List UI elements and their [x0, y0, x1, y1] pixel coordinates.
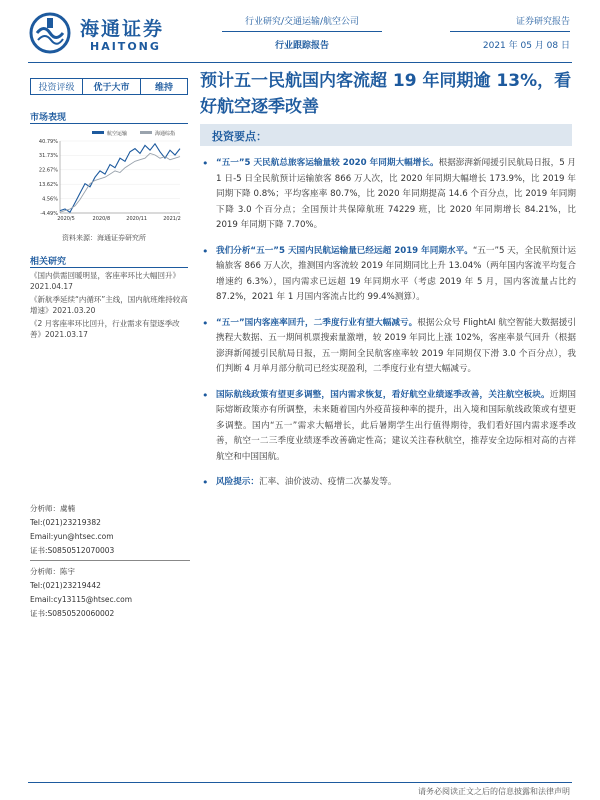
report-type: 行业跟踪报告 [274, 41, 329, 51]
x-tick-label: 2020/8 [92, 216, 111, 222]
key-point-lead: 我们分析“五一”5 天国内民航运输量已经远超 2019 年同期水平。 [216, 245, 473, 256]
analyst-divider [30, 560, 190, 561]
footer-divider [28, 782, 572, 783]
key-point-lead: 风险提示： [216, 477, 259, 487]
market-performance-chart [30, 127, 188, 227]
rating-value: 优于大市 [83, 79, 141, 94]
analyst-email[interactable]: Email:cy13115@htsec.com [30, 595, 132, 604]
analyst-cert: 证书:S0850512070003 [30, 546, 115, 555]
brand-name-en: HAITONG [90, 40, 161, 53]
series-line-index [60, 153, 180, 212]
key-point-body: “五一”5 天，全民航预计运输旅客 866 万人次，推测国内客流较 2019 年同期同比上升 13.04%（两年国内客流平均复合增速约 6.3%），国内需求已远超 19 年同期水平（考虑 2019 年 5 月，国内客流量占比约 87.2%，2021 年 1 月国内客流占比约 99.4%测算）。 [216, 245, 577, 302]
brand-name-cn: 海通证券 [80, 18, 165, 40]
analyst-tel: Tel:(021)23219382 [30, 518, 101, 527]
key-points [200, 156, 576, 501]
haitong-logo-icon [28, 12, 72, 54]
related-item[interactable]: 《2 月客座率环比回升，行业需求有望逐季改善》2021.03.17 [30, 319, 180, 339]
legend-swatch [92, 131, 104, 134]
report-title: 预计五一民航国内客流超 19 年同期逾 13%，看好航空逐季改善 [200, 71, 572, 117]
analyst-contacts [30, 502, 190, 621]
y-tick-label: 22.67% [38, 167, 58, 174]
market-section-title: 市场表现 [30, 113, 67, 123]
key-point [200, 388, 576, 466]
header-right [450, 14, 570, 51]
report-category: 行业研究/交通运输/航空公司 [222, 14, 382, 32]
key-point [200, 316, 576, 378]
key-point [200, 156, 576, 234]
key-point-lead: 国际航线政策有望更多调整，国内需求恢复，看好航空业绩逐季改善，关注航空板块。 [216, 389, 550, 400]
legend-label: 航空运输 [107, 131, 128, 137]
chart-source: 资料来源：海通证券研究所 [62, 234, 146, 242]
key-point-body: 根据公众号 FlightAI 航空智能大数据援引携程大数据、五一期间机票搜索量激增，较 2019 年同比上涨 102%，客座率景气回升（根据澎湃新闻援引民航局日报，五一期间全民航客座率较 2019 年同期仅下滑 3.0 个百分点），我们判断 4 月单月部分航司已经实现盈利，二季度行业有望大幅减亏。 [216, 317, 576, 374]
key-point-body: 近期国际熔断政策亦有所调整，未来随着国内外疫苗接种率的提升，出入境和国际航线政策或有望更多调整。国内“五一”需求大幅增长，此后暑期学生出行值得期待，我们看好国内需求逐季改善，航空一二三季度业绩逐季改善确定性高；建议关注春秋航空，推荐安全边际相对高的吉祥航空和中国国航。 [216, 389, 576, 462]
y-tick-label: 4.56% [42, 196, 58, 203]
summary-header-bar [200, 124, 572, 146]
rating-action: 维持 [154, 83, 173, 93]
related-item[interactable]: 《国内供需回暖明显，客座率环比大幅回升》2021.04.17 [30, 271, 180, 291]
x-tick-label: 2020/11 [126, 216, 148, 222]
analyst-name: 分析师：虞楠 [30, 504, 75, 513]
y-tick-label: 13.62% [38, 182, 58, 188]
key-point-lead: “五一”5 天民航总旅客运输量较 2020 年同期大幅增长。 [216, 158, 439, 168]
key-point [200, 244, 576, 306]
document-brand: 证券研究报告 [450, 14, 570, 32]
legend-label: 海通综指 [155, 131, 176, 137]
analyst-cert: 证书:S0850520060002 [30, 609, 115, 618]
analyst-name: 分析师：陈宇 [30, 567, 75, 576]
x-tick-label: 2020/5 [57, 216, 75, 222]
page-header [0, 0, 600, 62]
disclaimer-footer: 请务必阅读正文之后的信息披露和法律声明 [418, 787, 570, 796]
analyst-tel: Tel:(021)23219442 [30, 581, 101, 590]
investment-rating [30, 78, 188, 95]
y-tick-label: 31.73% [38, 153, 58, 160]
key-point-body: 汇率、油价波动、疫情二次暴发等。 [258, 477, 397, 487]
header-center [222, 14, 382, 51]
x-tick-label: 2021/2 [163, 216, 181, 222]
related-item[interactable]: 《新航季延续“内循环”主线，国内航班维持较高增速》2021.03.20 [30, 295, 188, 315]
header-divider [28, 62, 572, 63]
analyst-email[interactable]: Email:yun@htsec.com [30, 532, 114, 541]
related-divider [30, 267, 188, 268]
related-research-title: 相关研究 [30, 257, 67, 267]
summary-label: 投资要点： [212, 130, 267, 143]
y-tick-label: 40.79% [38, 138, 58, 145]
legend-swatch [140, 131, 152, 134]
key-point [200, 475, 576, 491]
related-research-list [30, 270, 190, 342]
y-tick-label: -4.49% [40, 210, 58, 217]
market-divider [30, 123, 188, 124]
key-point-lead: “五一”国内客座率回升，二季度行业有望大幅减亏。 [216, 317, 418, 328]
report-date: 2021 年 05 月 08 日 [482, 41, 570, 51]
rating-label: 投资评级 [31, 79, 83, 94]
company-logo [28, 12, 198, 54]
key-point-body: 根据澎湃新闻援引民航局日报，5 月 1 日-5 日全民航预计运输旅客 866 万人次，比 2020 年同期大幅增长 173.9%，比 2019 年同期下降 0.8%；平均客座率 80.7%，比 2020 年同期提高 14.6 个百分点，比 2019 年同期下降 3.0 个百分点；全国预计共保障航班 74229 班，比 2020 年同期增长 84.21%，比 2019 年同期下降 7.70%。 [216, 158, 577, 230]
